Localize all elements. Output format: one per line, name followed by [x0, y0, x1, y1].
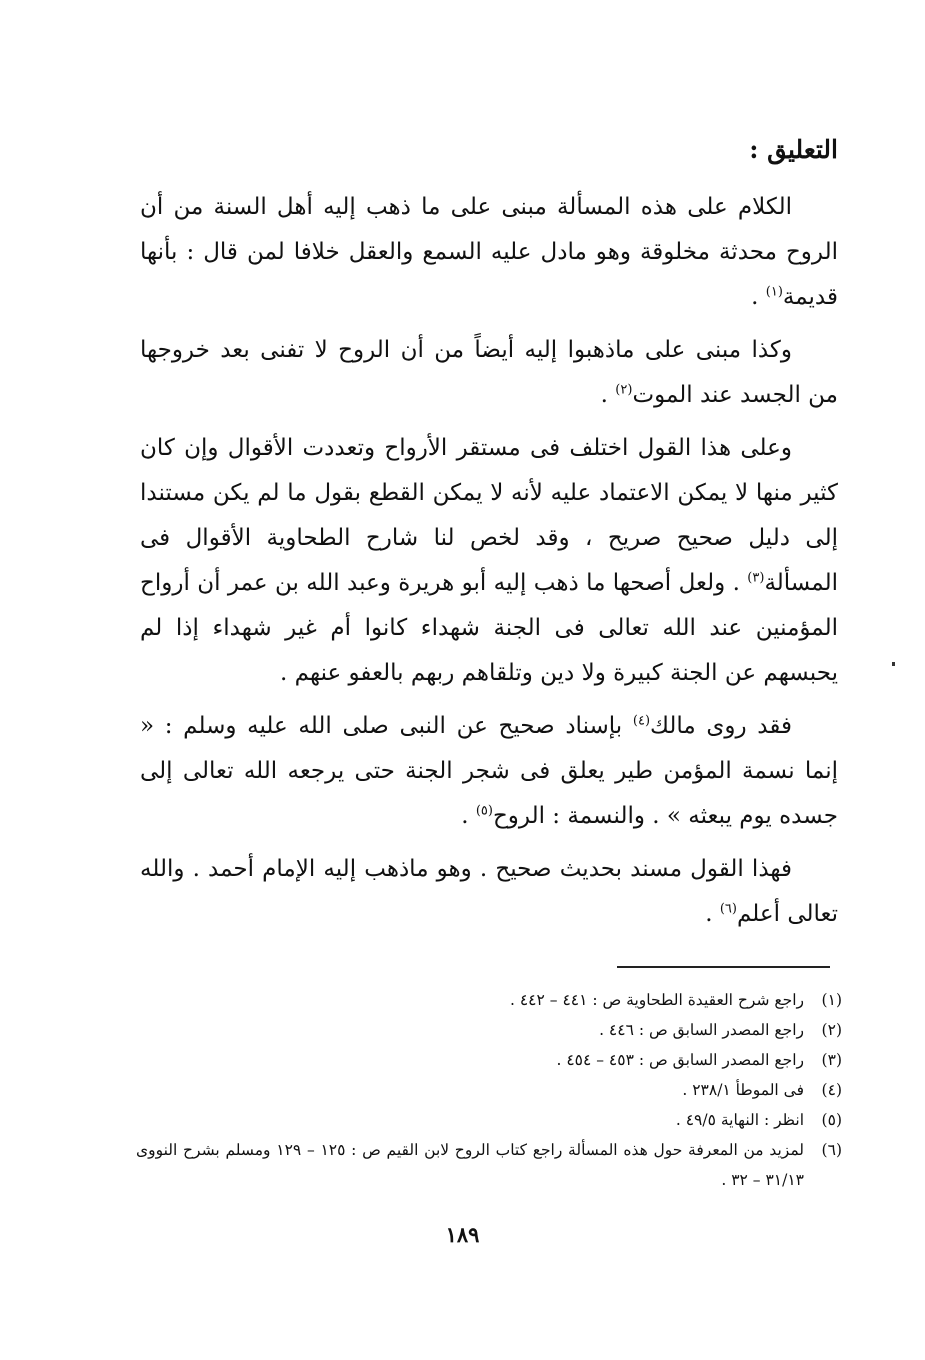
page-number: ١٨٩: [445, 1222, 480, 1247]
footnote-text: راجع شرح العقيدة الطحاوية ص : ٤٤١ – ٤٤٢ .: [510, 991, 804, 1009]
footnote-item: [136, 1105, 842, 1135]
footnote-divider: [617, 966, 830, 968]
paragraph-text: بإسناد صحيح عن النبى صلى الله عليه وسلم : « إنما نسمة المؤمن طير يعلق فى شجر الجنة حتى يرجعه الله تعالى إلى جسده يوم يبعثه » . والنسمة : الروح: [140, 713, 838, 829]
paragraph-4: [140, 704, 838, 839]
paragraph-end: . ولعل أصحها ما ذهب إليه أبو هريرة وعبد الله بن عمر أن أرواح المؤمنين عند الله تعالى فى الجنة شهداء كانوا أم غير شهداء إذا لم يحبسهم عن الجنة كبيرة ولا دين وتلقاهم ربهم بالعفو عنهم .: [140, 570, 838, 686]
footnotes: [136, 985, 842, 1195]
paragraph-end: .: [751, 284, 766, 310]
paragraph-1: [140, 185, 838, 320]
footnote-ref[interactable]: (٥): [475, 803, 493, 819]
footnote-item: [136, 1135, 842, 1195]
footnote-ref[interactable]: (٣): [747, 570, 765, 586]
footnote-text: فى الموطأ ٢٣٨/١ .: [682, 1081, 804, 1099]
footnote-item: [136, 1075, 842, 1105]
footnote-number: (١): [821, 991, 842, 1009]
paragraph-3: [140, 426, 838, 696]
paragraph-text: فهذا القول مسند بحديث صحيح . وهو ماذهب إليه الإمام أحمد . والله تعالى أعلم: [140, 856, 838, 927]
footnote-item: [136, 1045, 842, 1075]
footnote-text: انظر : النهاية ٤٩/٥ .: [675, 1111, 804, 1129]
footnote-number: (٦): [821, 1141, 842, 1159]
footnote-number: (٥): [821, 1111, 842, 1129]
paragraph-text: وعلى هذا القول اختلف فى مستقر الأرواح وتعددت الأقوال وإن كان كثير منها لا يمكن الاعتماد عليه لأنه لا يمكن القطع بقول ما لم يكن مستندا إلى دليل صحيح صريح ، وقد لخص لنا شارح الطحاوية الأقوال فى المسألة: [140, 435, 838, 596]
footnote-text: راجع المصدر السابق ص : ٤٥٣ – ٤٥٤ .: [556, 1051, 804, 1069]
paragraph-5: [140, 847, 838, 937]
paragraph-end: .: [705, 901, 720, 927]
footnote-ref[interactable]: (١): [765, 284, 783, 300]
footnote-item: [136, 1015, 842, 1045]
scan-speck: [892, 662, 895, 666]
paragraph-end: .: [600, 382, 616, 408]
paragraph-end: .: [461, 803, 476, 829]
footnote-number: (٣): [821, 1051, 842, 1069]
footnote-ref[interactable]: (٤): [632, 713, 651, 729]
footnote-ref[interactable]: (٦): [719, 901, 737, 917]
footnote-item: [136, 985, 842, 1015]
footnote-text: راجع المصدر السابق ص : ٤٤٦ .: [599, 1021, 804, 1039]
paragraph-text: فقد روى مالك: [650, 713, 793, 739]
paragraph-text: وكذا مبنى على ماذهبوا إليه أيضاً من أن الروح لا تفنى بعد خروجها من الجسد عند الموت: [140, 337, 838, 408]
footnote-number: (٢): [821, 1021, 842, 1039]
footnote-text: لمزيد من المعرفة حول هذه المسألة راجع كتاب الروح لابن القيم ص : ١٢٥ – ١٢٩ ومسلم بشرح النووى ٣١/١٣ – ٣٢ .: [136, 1141, 805, 1189]
footnote-ref[interactable]: (٢): [615, 382, 633, 398]
paragraph-text: الكلام على هذه المسألة مبنى على ما ذهب إليه أهل السنة من أن الروح محدثة مخلوقة وهو مادل عليه السمع والعقل خلافا لمن قال : بأنها قديمة: [140, 194, 838, 310]
section-heading: التعليق :: [749, 135, 838, 164]
paragraph-2: [140, 328, 838, 418]
main-text: [140, 185, 838, 937]
footnote-number: (٤): [821, 1081, 842, 1099]
